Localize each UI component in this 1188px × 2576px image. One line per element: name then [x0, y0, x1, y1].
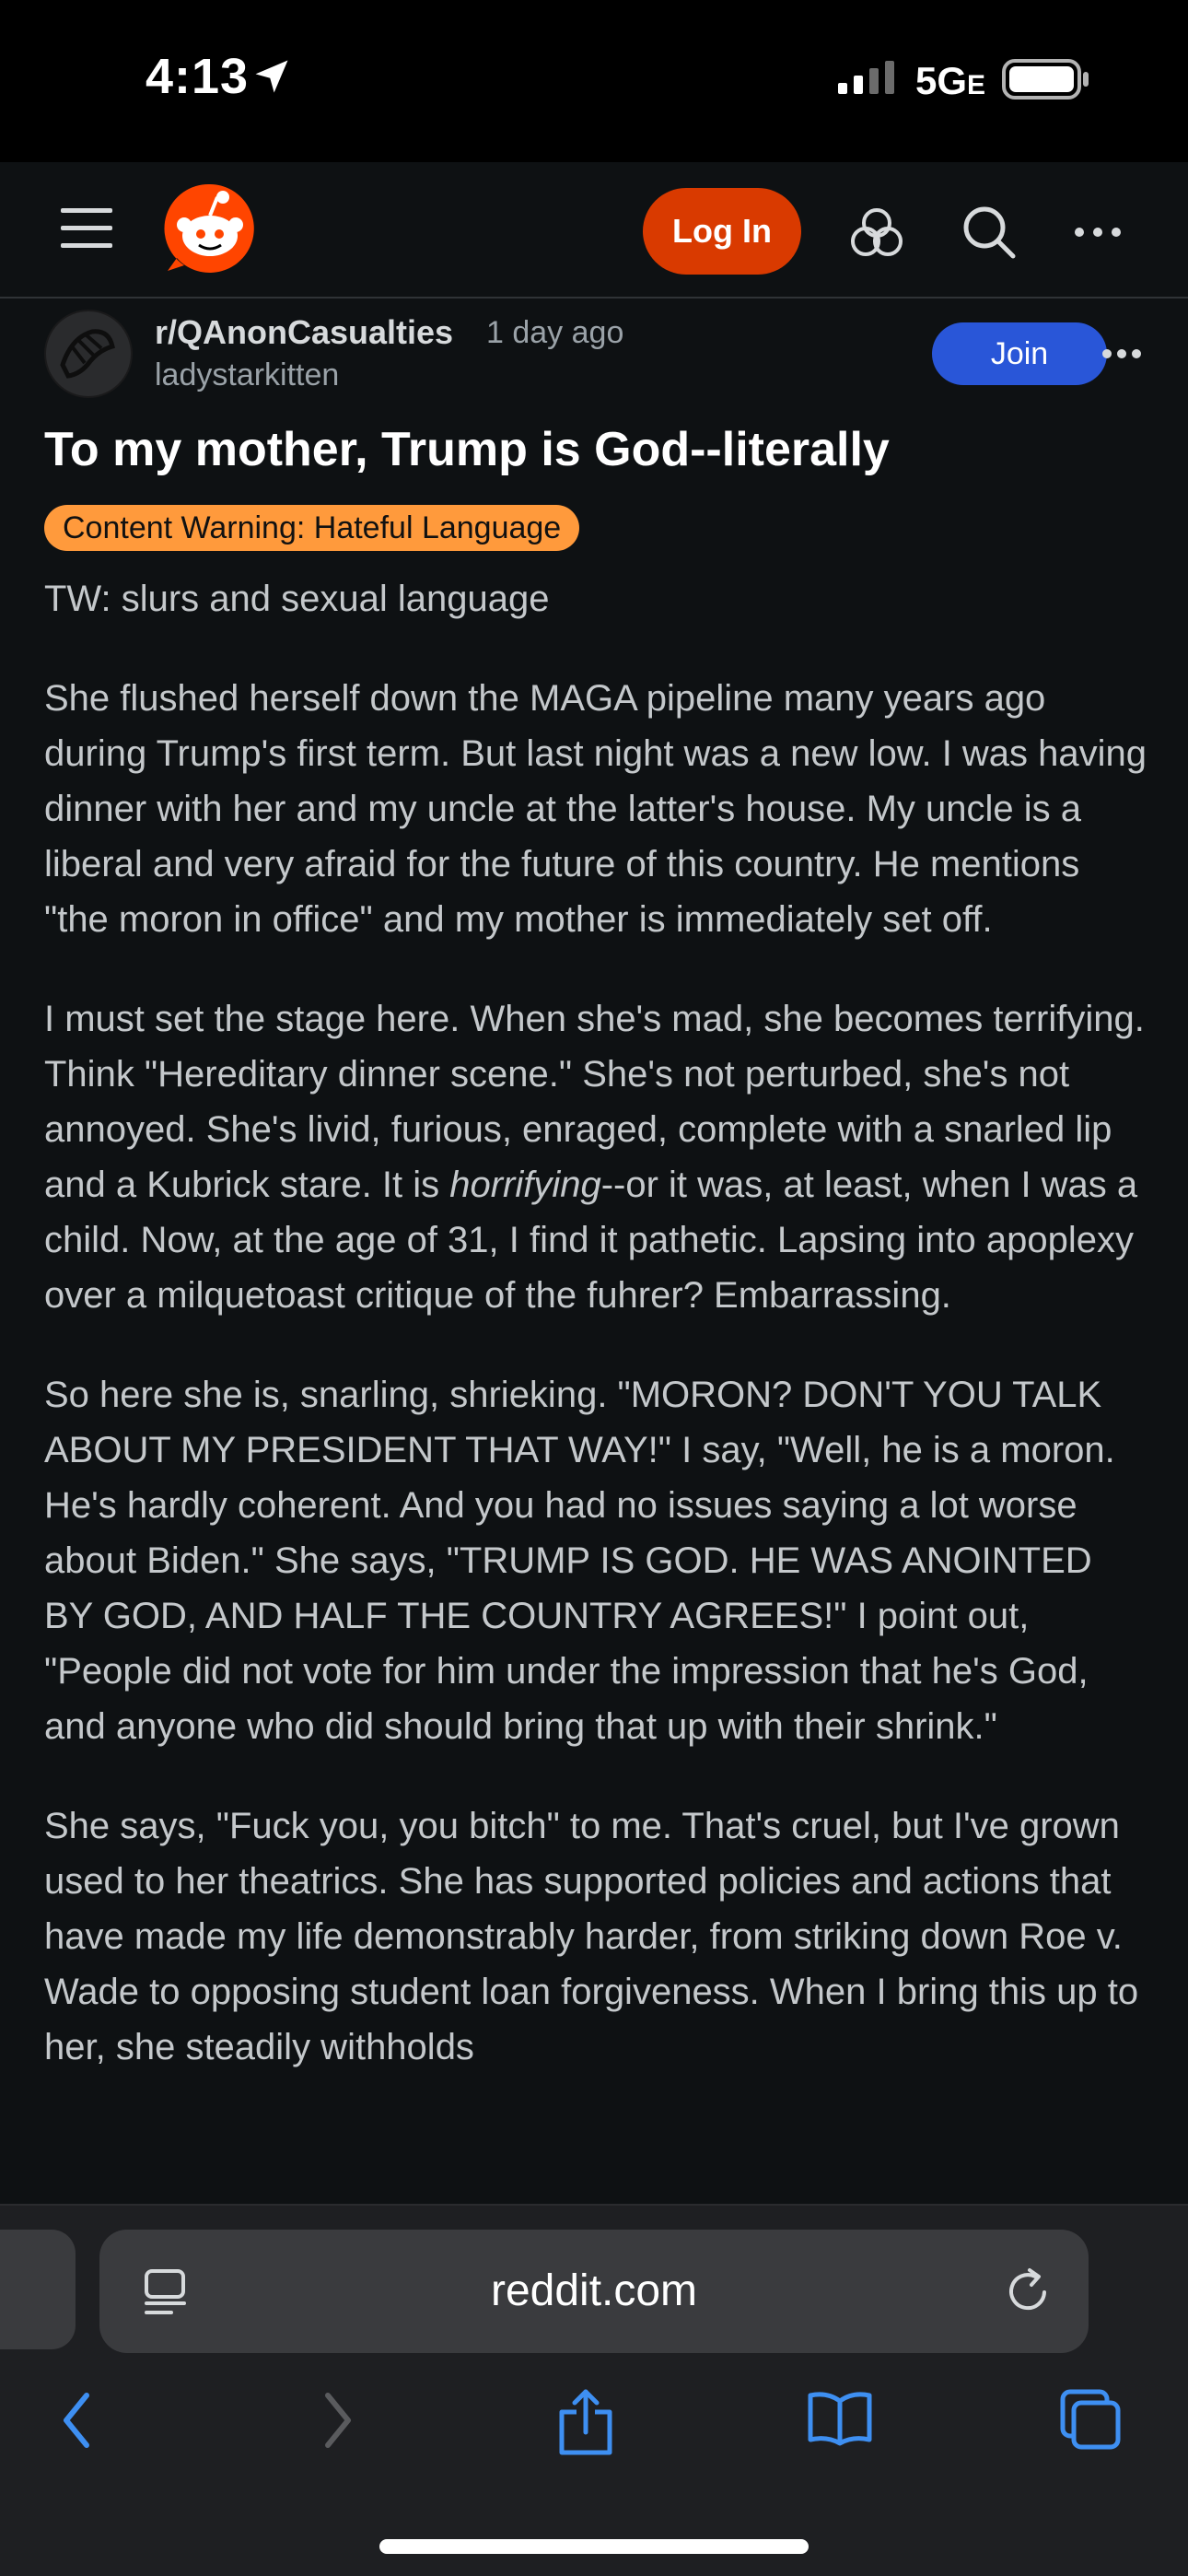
post-meta [44, 310, 1149, 411]
join-button[interactable]: Join [932, 322, 1107, 385]
tabs-overview-icon[interactable] [1059, 2388, 1122, 2451]
network-indicator [915, 59, 985, 103]
paragraph-text: I must set the stage here. When she's mad, she becomes terrifying. Think "Hereditary dinner scene." She's not perturbed, she's not annoyed. She's livid, furious, enraged, complete with a snarled lip and a Kubrick stare. It is [44, 999, 1145, 1205]
address-bar[interactable] [99, 2230, 1089, 2353]
paragraph-text: --or it was, at least, when I was a child. Now, at the age of 31, I find it pathetic. Lapsing into apoplexy over a milquetoast critique of the fuhrer? Embarrassing. [44, 1165, 1138, 1316]
browser-toolbar [0, 2204, 1188, 2576]
more-icon[interactable] [1074, 227, 1122, 238]
app-header [0, 162, 1188, 299]
post-author[interactable]: ladystarkitten [155, 357, 340, 392]
network-suffix: E [967, 70, 986, 100]
battery-icon [1002, 59, 1090, 100]
home-indicator[interactable] [379, 2539, 809, 2554]
status-time: 4:13 [146, 49, 250, 104]
forward-icon[interactable] [313, 2388, 359, 2453]
emphasized-text: horrifying [449, 1165, 601, 1205]
url-text[interactable]: reddit.com [490, 2266, 698, 2315]
search-icon[interactable] [961, 205, 1017, 260]
share-icon[interactable] [556, 2388, 615, 2456]
status-bar [0, 0, 1188, 162]
signal-strength-icon [836, 59, 899, 96]
reload-icon[interactable] [1004, 2266, 1054, 2316]
post-title[interactable]: To my mother, Trump is God--literally [44, 423, 890, 476]
back-icon[interactable] [55, 2388, 101, 2453]
subreddit-name[interactable]: r/QAnonCasualties [155, 313, 454, 351]
post-body [44, 571, 1149, 2204]
post-paragraph: She flushed herself down the MAGA pipeline many years ago during Trump's first term. But last night was a new low. I was having dinner with her and my uncle at the latter's house. My uncle is a liberal and very afraid for the future of this country. He mentions "the moron in office" and my mother is immediately set off. [44, 678, 1147, 940]
post-paragraph [44, 991, 1149, 1323]
post-options-icon[interactable] [1101, 348, 1142, 359]
network-type: 5G [915, 59, 968, 102]
previous-tab-preview[interactable] [0, 2230, 76, 2349]
subreddit-avatar-icon [44, 310, 133, 398]
bookmarks-icon[interactable] [807, 2388, 873, 2447]
post-timestamp: 1 day ago [486, 315, 624, 350]
subreddit-avatar[interactable] [44, 310, 133, 398]
post-paragraph: So here she is, snarling, shrieking. "MORON? DON'T YOU TALK ABOUT MY PRESIDENT THAT WAY!" I say, "Well, he is a moron. He's hardly coherent. And you had no issues saying a lot worse about Biden." She says, "TRUMP IS GOD. HE WAS ANOINTED BY GOD, AND HALF THE COUNTRY AGREES!" I point out, "People did not vote for him under the impression that he's God, and anyone who did should bring that up with their shrink." [44, 1375, 1115, 1747]
hamburger-menu-icon[interactable] [61, 206, 114, 251]
location-arrow-icon [252, 57, 291, 96]
post-paragraph: She says, "Fuck you, you bitch" to me. That's cruel, but I've grown used to her theatrics. She has supported policies and actions that have made my life demonstrably harder, from striking down Roe v. Wade to opposing student loan forgiveness. When I bring this up to her, she steadily withholds [44, 1806, 1139, 2067]
login-button[interactable]: Log In [643, 188, 801, 275]
reddit-logo[interactable] [164, 182, 256, 275]
trigger-warning: TW: slurs and sexual language [44, 579, 550, 619]
community-icon[interactable] [849, 205, 904, 260]
content-warning-flair[interactable]: Content Warning: Hateful Language [44, 505, 579, 551]
